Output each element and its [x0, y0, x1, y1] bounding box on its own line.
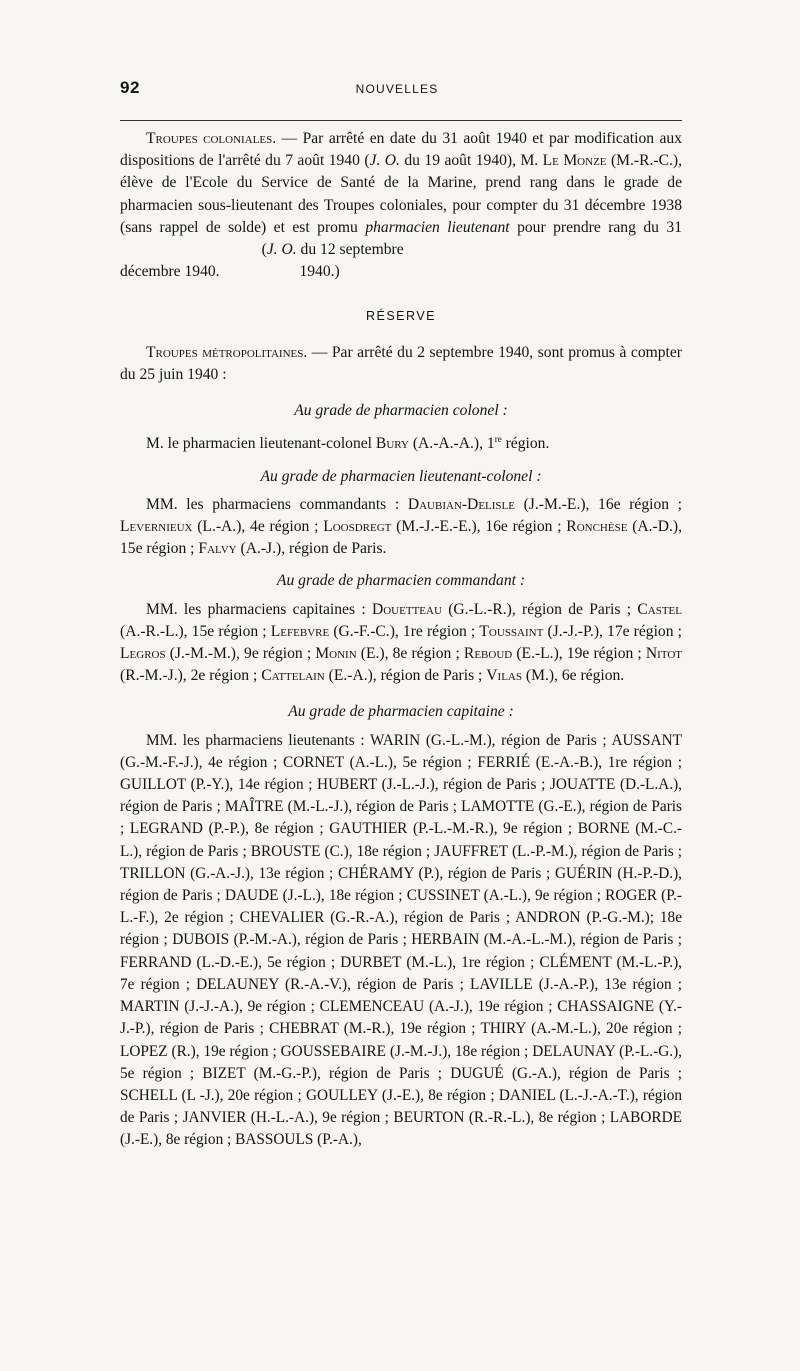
text-run: (R.-M.-J.), 2e région ; [120, 667, 262, 685]
text-run: (A.-D.), 15e région ; [120, 518, 682, 558]
person-name: Monin [315, 645, 357, 663]
text-run: (L.-A.), 4e région ; [192, 518, 324, 536]
person-name: Levernieux [120, 518, 193, 536]
ltcolonel-paragraph [120, 494, 682, 561]
metro-heading: Troupes métropolitaines. [146, 343, 308, 361]
text-run: du 19 août 1940), M. [399, 152, 543, 170]
text-run-italic: J. O. [266, 241, 297, 259]
header-rule [120, 120, 682, 121]
text-run: région. [501, 435, 550, 453]
subhead-capitaine: Au grade de pharmacien capitaine : [288, 703, 514, 721]
page [112, 72, 683, 1149]
person-name: Bury [375, 435, 409, 453]
person-name: Nitot [645, 645, 682, 663]
source-citation [220, 239, 420, 283]
page-body [120, 128, 682, 1152]
person-name: Falvy [198, 540, 237, 558]
subhead-commandant: Au grade de pharmacien commandant : [276, 572, 526, 590]
text-run: (J.-M.-E.), 16e région ; [514, 495, 682, 513]
text-run: (A.-A.-A.), 1 [408, 435, 495, 453]
text-run: (E.), 8e région ; [356, 645, 464, 663]
person-name: Toussaint [479, 622, 544, 640]
colonel-paragraph [120, 428, 682, 455]
text-run: (M.-J.-E.-E.), 16e région ; [391, 518, 567, 536]
text-run: (A.-R.-L.), 15e région ; [120, 622, 271, 640]
text-run: (M.), 6e région. [522, 667, 625, 685]
person-name: Legros [120, 645, 166, 663]
text-run: (G.-F.-C.), 1re région ; [329, 622, 480, 640]
person-name: Loosdregt [323, 518, 392, 536]
page-header [112, 72, 682, 106]
text-run: — Par arrêté du 2 septembre 1940, sont promus à compter du 25 juin 1940 : [120, 343, 683, 383]
text-run: (E.-L.), 19e région ; [512, 645, 646, 663]
person-name: Lefebvre [270, 622, 330, 640]
running-title: NOUVELLES [355, 82, 439, 96]
person-name: Le Monze [542, 152, 607, 170]
coloniales-heading: Troupes coloniales. [146, 130, 277, 147]
text-run: (E.-A.), région de Paris ; [324, 667, 487, 685]
text-run: (J.-M.-M.), 9e région ; [165, 645, 316, 663]
text-run: (J.-J.-P.), 17e région ; [543, 622, 682, 640]
capitaine-paragraph: MM. les pharmaciens lieutenants : WARIN (G.-L.-M.), région de Paris ; AUSSANT (G.-M.-F.-J.), 4e région ; CORNET (A.-L.), 5e région ; FERRIÉ (E.-A.-B.), 1re région ; GUILLOT (P.-Y.), 14e région ; HUBERT (J.-L.-J.), région de Paris ; JOUATTE (D.-L.A.), région de Paris ; MAÎTRE (M.-L.-J.), région de Paris ; LAMOTTE (G.-E.), région de Paris ; LEGRAND (P.-P.), 8e région ; GAUTHIER (P.-L.-M.-R.), 9e région ; BORNE (M.-C.-L.), région de Paris ; BROUSTE (C.), 18e région ; JAUFFRET (L.-P.-M.), région de Paris ; TRILLON (G.-A.-J.), 13e région ; CHÉRAMY (P.), région de Paris ; GUÉRIN (H.-P.-D.), région de Paris ; DAUDE (J.-L.), 18e région ; CUSSINET (A.-L.), 9e région ; ROGER (P.-L.-F.), 2e région ; CHEVALIER (G.-R.-A.), région de Paris ; ANDRON (P.-G.-M.); 18e région ; DUBOIS (P.-M.-A.), région de Paris ; HERBAIN (M.-A.-L.-M.), région de Paris ; FERRAND (L.-D.-E.), 5e région ; DURBET (M.-L.), 1re région ; CLÉMENT (M.-L.-P.), 7e région ; DELAUNEY (R.-A.-V.), région de Paris ; LAVILLE (J.-A.-P.), 13e région ; MARTIN (J.-J.-A.), 9e région ; CLEMENCEAU (A.-J.), 19e région ; CHASSAIGNE (Y.-J.-P.), région de Paris ; CHEBRAT (M.-R.), 19e région ; THIRY (A.-M.-L.), 20e région ; LOPEZ (R.), 19e région ; GOUSSEBAIRE (J.-M.-J.), 18e région ; DELAUNAY (P.-L.-G.), 5e région ; BIZET (M.-G.-P.), région de Paris ; DUGUÉ (G.-A.), région de Paris ; SCHELL (L -J.), 20e région ; GOULLEY (J.-E.), 8e région ; DANIEL (L.-J.-A.-T.), région de Paris ; JANVIER (H.-L.-A.), 9e région ; BEURTON (R.-R.-L.), 8e région ; LABORDE (J.-E.), 8e région ; BASSOULS (P.-A.), [120, 731, 682, 1149]
text-run: (G.-L.-R.), région de Paris ; [441, 600, 638, 618]
person-name: Reboud [463, 645, 513, 663]
person-name: Douetteau [371, 600, 442, 618]
subhead-colonel: Au grade de pharmacien colonel : [294, 402, 508, 420]
text-run-italic: J. O. [369, 152, 400, 170]
person-name: Ronchèse [566, 518, 628, 536]
subhead-ltcolonel: Au grade de pharmacien lieutenant-colonel : [260, 467, 542, 485]
page-number: 92 [120, 78, 140, 97]
metro-paragraph [120, 342, 682, 386]
person-name: Castel [637, 600, 682, 618]
commandant-paragraph [120, 599, 682, 688]
text-run: — Par arrêté en date du 31 août 1940 et par modification aux dispositions de l'arrêté du 7 août 1940 ( [120, 130, 682, 170]
person-name: Daubian-Delisle [407, 495, 515, 513]
text-run-italic: pharmacien lieutenant [365, 218, 510, 236]
coloniales-paragraph [120, 128, 682, 283]
person-name: Vilas [486, 667, 522, 685]
text-run: pour prendre rang du 31 décembre 1940. [120, 218, 682, 281]
person-name: Cattelain [261, 667, 325, 685]
text-run: (A.-J.), région de Paris. [236, 540, 387, 558]
text-run: (M.-R.-C.), élève de l'Ecole du Service de Santé de la Marine, prend rang dans le grade de pharmacien sous-lieutenant des Troupes coloniales, pour compter du 31 décembre 1938 (sans rappel de solde) et est promu [120, 152, 682, 236]
text-run: MM. les pharmaciens capitaines : [146, 600, 372, 618]
text-run: M. le pharmacien lieutenant-colonel [146, 435, 376, 453]
text-run: du 12 septembre 1940.) [296, 241, 404, 281]
text-run: MM. les pharmaciens commandants : [146, 495, 408, 513]
reserve-heading: RÉSERVE [365, 309, 436, 324]
text-run: ( [261, 241, 267, 259]
superscript: re [494, 434, 502, 445]
